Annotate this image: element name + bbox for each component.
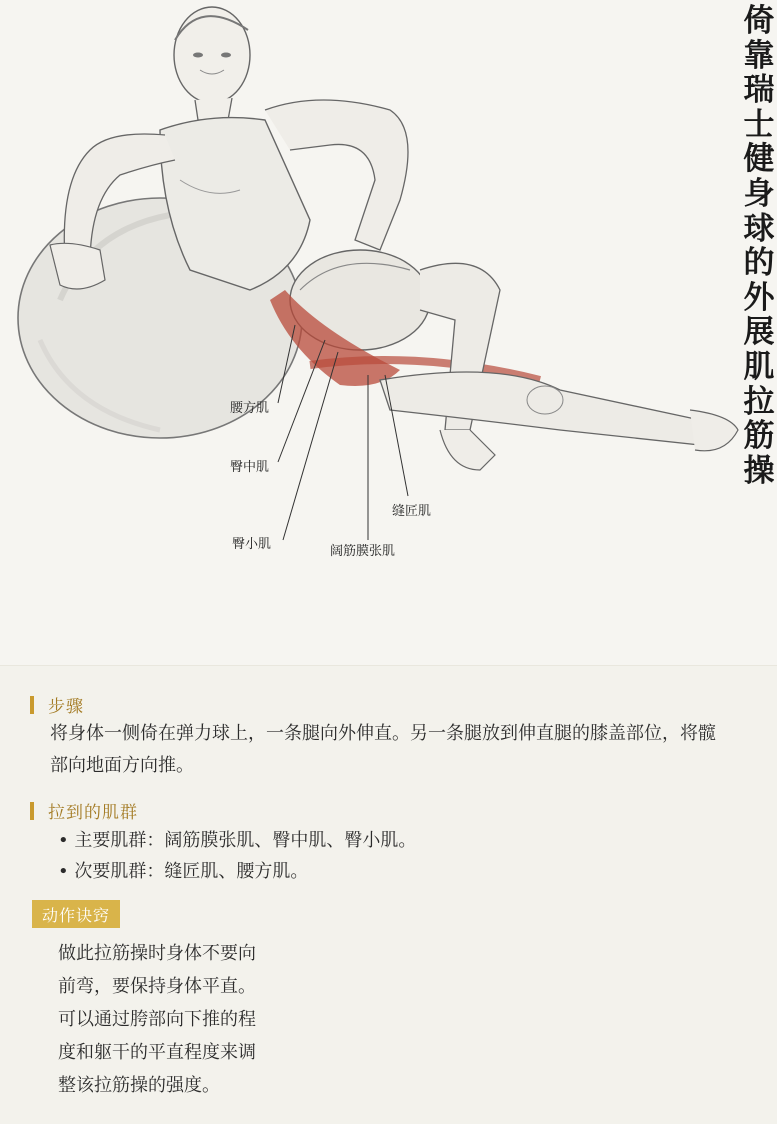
straight-leg <box>380 372 700 445</box>
instructions-panel <box>0 665 777 1124</box>
steps-text: 将身体一侧倚在弹力球上，一条腿向外伸直。另一条腿放到伸直腿的膝盖部位，将髋部向地面方向推。 <box>50 723 716 776</box>
label-gluteus-minimus: 臀小肌 <box>232 537 272 552</box>
tip-line: 前弯，要保持身体平直。 <box>58 976 256 997</box>
steps-heading-text: 步骤 <box>48 697 84 717</box>
label-sartorius: 缝匠肌 <box>392 504 432 519</box>
tip-line: 做此拉筋操时身体不要向 <box>58 943 256 964</box>
muscles-heading-text: 拉到的肌群 <box>48 803 138 823</box>
tip-line: 度和躯干的平直程度来调 <box>58 1042 256 1063</box>
label-gluteus-medius: 臀中肌 <box>230 460 270 475</box>
secondary-muscles: • 次要肌群：缝匠肌、腰方肌。 <box>58 861 309 882</box>
heading-marker <box>30 696 34 714</box>
heading-marker <box>30 802 34 820</box>
page-title: 倚靠瑞士健身球的外展肌拉筋操 <box>743 3 775 489</box>
tip-line: 整该拉筋操的强度。 <box>58 1075 220 1096</box>
label-tensor-fasciae-latae: 阔筋膜张肌 <box>330 544 396 559</box>
tips-heading: 动作诀窍 <box>42 905 111 925</box>
primary-muscles: • 主要肌群：阔筋膜张肌、臀中肌、臀小肌。 <box>58 830 417 851</box>
tips-heading-box <box>32 900 120 928</box>
tips-text <box>58 937 308 1102</box>
muscles-heading <box>30 798 138 823</box>
steps-heading <box>30 692 84 717</box>
head <box>174 7 250 103</box>
tip-line: 可以通过胯部向下推的程 <box>58 1009 256 1030</box>
label-quadratus-lumborum: 腰方肌 <box>230 401 270 416</box>
